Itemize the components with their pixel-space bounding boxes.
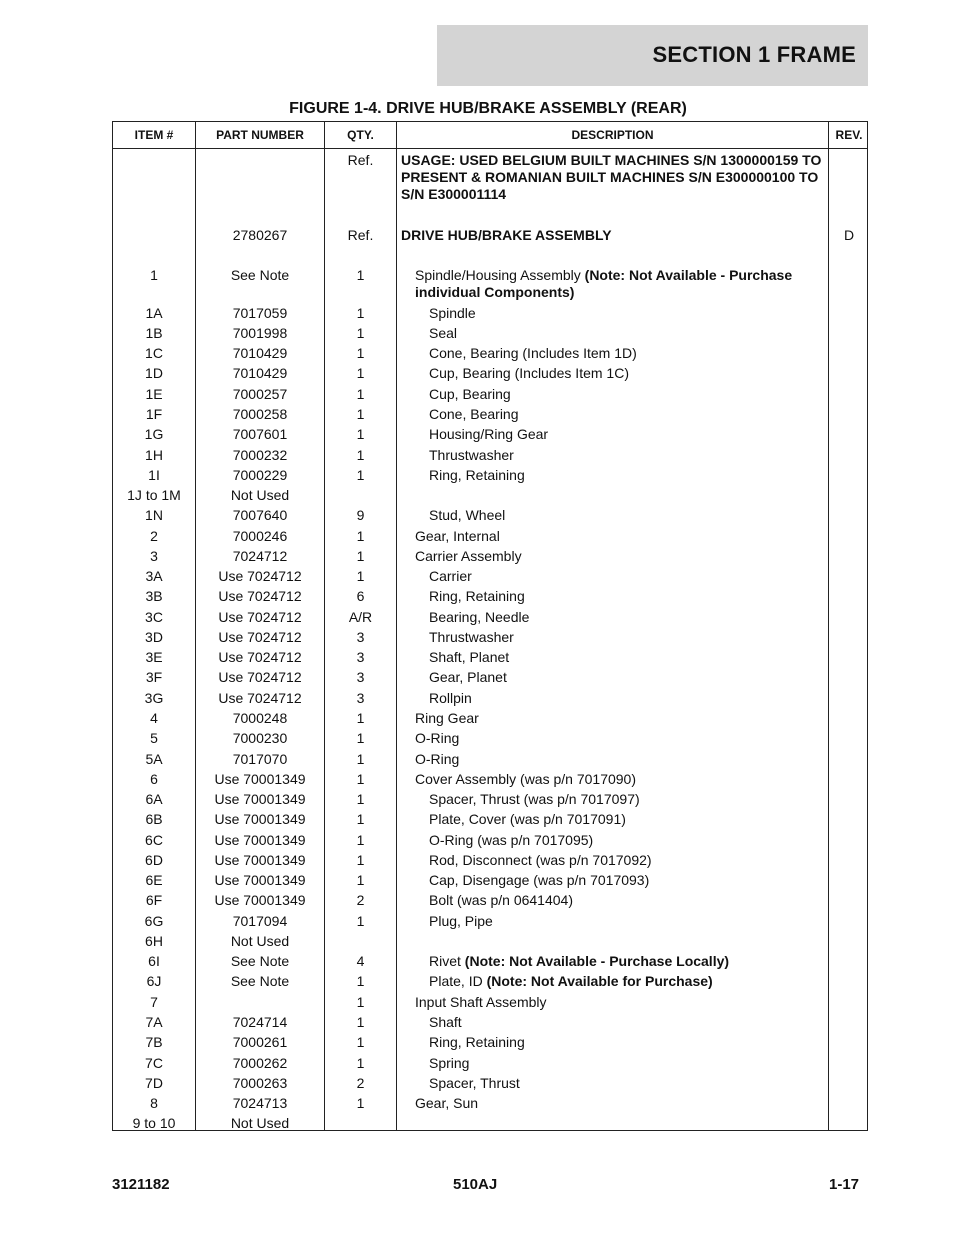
description-text: Cover Assembly (was p/n 7017090): [415, 771, 636, 787]
description: [397, 1075, 828, 1092]
description: [397, 305, 828, 322]
part-number: Use 7024712: [218, 609, 302, 625]
part-number: 7000232: [232, 447, 288, 463]
quantity: 1: [356, 305, 365, 321]
header-item: ITEM #: [134, 128, 174, 142]
part-number: Use 70001349: [214, 771, 306, 787]
quantity: 1: [356, 325, 365, 341]
part-number: 7000261: [232, 1034, 288, 1050]
description: [397, 649, 828, 666]
item-number: 6F: [145, 892, 163, 908]
description-text: Spacer, Thrust (was p/n 7017097): [429, 791, 640, 807]
description-text: Ring, Retaining: [429, 467, 525, 483]
part-number: See Note: [230, 973, 290, 989]
header-description: DESCRIPTION: [571, 128, 654, 142]
description: [397, 345, 828, 362]
description-text: Bearing, Needle: [429, 609, 530, 625]
description: [397, 152, 828, 203]
part-number: See Note: [230, 953, 290, 969]
item-number: 5A: [145, 751, 163, 767]
item-number: 3D: [145, 629, 163, 645]
quantity: 9: [356, 507, 365, 523]
description: [397, 507, 828, 524]
item-number: 6E: [145, 872, 163, 888]
item-number: 8: [150, 1095, 158, 1111]
quantity: 1: [356, 994, 365, 1010]
description: [397, 325, 828, 342]
description-text: Cone, Bearing (Includes Item 1D): [429, 345, 637, 361]
description-text: Seal: [429, 325, 458, 341]
part-number: 7000262: [232, 1055, 288, 1071]
part-number: 7017070: [232, 751, 288, 767]
description-text: Cap, Disengage (was p/n 7017093): [429, 872, 650, 888]
item-number: 7D: [145, 1075, 163, 1091]
part-number: 7007640: [232, 507, 288, 523]
description: [397, 872, 828, 889]
item-number: 3A: [145, 568, 163, 584]
description-text: Shaft, Planet: [429, 649, 510, 665]
quantity: 1: [356, 751, 365, 767]
quantity: 3: [356, 629, 365, 645]
part-number: Not Used: [230, 1115, 290, 1131]
quantity: 1: [356, 528, 365, 544]
part-number: Use 7024712: [218, 649, 302, 665]
item-number: 1G: [144, 426, 164, 442]
description: [397, 994, 828, 1011]
quantity: 1: [356, 406, 365, 422]
part-number: Use 70001349: [214, 791, 306, 807]
quantity: 1: [356, 267, 365, 283]
quantity: A/R: [348, 609, 373, 625]
description-text: Rod, Disconnect (was p/n 7017092): [429, 852, 652, 868]
description-note: (Note: Not Available for Purchase): [482, 973, 713, 989]
part-number: 7024712: [232, 548, 288, 564]
description: [397, 267, 828, 301]
description: [397, 771, 828, 788]
footer-doc-number: 3121182: [112, 1176, 170, 1193]
item-number: 6G: [144, 913, 164, 929]
description: [397, 710, 828, 727]
item-number: 1C: [145, 345, 163, 361]
description-text: Shaft: [429, 1014, 462, 1030]
item-number: 1D: [145, 365, 163, 381]
quantity: 3: [356, 690, 365, 706]
description-text: Bolt (was p/n 0641404): [429, 892, 573, 908]
item-number: 7B: [145, 1034, 163, 1050]
item-number: 7: [150, 994, 158, 1010]
description: [397, 892, 828, 909]
description-text: Plate, ID: [429, 973, 483, 989]
quantity: Ref.: [347, 152, 374, 168]
part-number: Use 7024712: [218, 690, 302, 706]
quantity: 1: [356, 1034, 365, 1050]
quantity: 1: [356, 811, 365, 827]
quantity: 1: [356, 345, 365, 361]
part-number: 7010429: [232, 345, 288, 361]
description: [397, 406, 828, 423]
item-number: 1A: [145, 305, 163, 321]
part-number: Use 70001349: [214, 872, 306, 888]
part-number: 2780267: [232, 227, 288, 243]
quantity: 1: [356, 365, 365, 381]
description: [397, 690, 828, 707]
footer-page-number: 1-17: [829, 1176, 860, 1193]
part-number: 7017059: [232, 305, 288, 321]
description-text: Spacer, Thrust: [429, 1075, 520, 1091]
description: [397, 609, 828, 626]
description-text: Plate, Cover (was p/n 7017091): [429, 811, 626, 827]
description: [397, 1055, 828, 1072]
part-number: 7000230: [232, 730, 288, 746]
quantity: 1: [356, 710, 365, 726]
part-number: Not Used: [230, 933, 290, 949]
part-number: See Note: [230, 267, 290, 283]
description: [397, 1014, 828, 1031]
item-number: 1: [150, 267, 158, 283]
description: [397, 1095, 828, 1112]
item-number: 6: [150, 771, 158, 787]
quantity: 1: [356, 1055, 365, 1071]
part-number: 7000246: [232, 528, 288, 544]
item-number: 1I: [148, 467, 160, 483]
description: [397, 629, 828, 646]
item-number: 9 to 10: [132, 1115, 176, 1131]
quantity: 1: [356, 973, 365, 989]
description: [397, 791, 828, 808]
item-number: 1N: [145, 507, 163, 523]
description-text: Rivet: [429, 953, 461, 969]
part-number: 7001998: [232, 325, 288, 341]
description-note: (Note: Not Available - Purchase individual Components): [415, 267, 793, 300]
description: [397, 528, 828, 545]
item-number: 6B: [145, 811, 163, 827]
item-number: 3C: [145, 609, 163, 625]
quantity: 3: [356, 669, 365, 685]
description: [397, 730, 828, 747]
revision: D: [843, 227, 855, 243]
description-text: Cup, Bearing: [429, 386, 511, 402]
item-number: 1J to 1M: [127, 487, 181, 503]
description-text: Ring, Retaining: [429, 588, 525, 604]
description-text: Cup, Bearing (Includes Item 1C): [429, 365, 629, 381]
description: [397, 751, 828, 768]
description-text: O-Ring: [415, 751, 460, 767]
item-number: 3G: [144, 690, 164, 706]
item-number: 7A: [145, 1014, 163, 1030]
quantity: 1: [356, 1014, 365, 1030]
item-number: 6H: [145, 933, 163, 949]
item-number: 6J: [146, 973, 162, 989]
item-number: 3: [150, 548, 158, 564]
description-text: Thrustwasher: [429, 447, 514, 463]
quantity: 1: [356, 832, 365, 848]
quantity: 2: [356, 1075, 365, 1091]
description: [397, 913, 828, 930]
quantity: 2: [356, 892, 365, 908]
description-text: O-Ring: [415, 730, 460, 746]
item-number: 3E: [145, 649, 163, 665]
item-number: 6D: [145, 852, 163, 868]
part-number: 7024714: [232, 1014, 288, 1030]
quantity: Ref.: [347, 227, 374, 243]
item-number: 5: [150, 730, 158, 746]
description: [397, 548, 828, 565]
description-text: Spindle/Housing Assembly: [415, 267, 581, 283]
description-text: Thrustwasher: [429, 629, 514, 645]
part-number: 7024713: [232, 1095, 288, 1111]
part-number: 7000229: [232, 467, 288, 483]
description-text: Gear, Planet: [429, 669, 507, 685]
description: [397, 365, 828, 382]
quantity: 1: [356, 467, 365, 483]
description-note: USAGE: USED BELGIUM BUILT MACHINES S/N 1300000159 TO PRESENT & ROMANIAN BUILT MACHINES S/N E300000100 TO S/N E300001114: [401, 152, 822, 202]
quantity: 1: [356, 447, 365, 463]
item-number: 3F: [145, 669, 163, 685]
quantity: 1: [356, 771, 365, 787]
description-text: Gear, Sun: [415, 1095, 479, 1111]
part-number: 7000248: [232, 710, 288, 726]
part-number: Use 70001349: [214, 811, 306, 827]
item-number: 1B: [145, 325, 163, 341]
section-title: SECTION 1 FRAME: [652, 42, 856, 67]
description-text: Plug, Pipe: [429, 913, 493, 929]
part-number: Not Used: [230, 487, 290, 503]
description: [397, 832, 828, 849]
quantity: 1: [356, 1095, 365, 1111]
quantity: 1: [356, 872, 365, 888]
description-text: Rollpin: [429, 690, 472, 706]
item-number: 7C: [145, 1055, 163, 1071]
description-text: Input Shaft Assembly: [415, 994, 547, 1010]
description: [397, 588, 828, 605]
part-number: Use 7024712: [218, 568, 302, 584]
description: [397, 447, 828, 464]
description-text: Spring: [429, 1055, 470, 1071]
quantity: 3: [356, 649, 365, 665]
description: [397, 852, 828, 869]
quantity: 1: [356, 791, 365, 807]
section-header: [437, 25, 868, 86]
part-number: 7017094: [232, 913, 288, 929]
quantity: 1: [356, 852, 365, 868]
item-number: 6I: [148, 953, 160, 969]
quantity: 1: [356, 548, 365, 564]
description-text: Carrier: [429, 568, 472, 584]
quantity: 6: [356, 588, 365, 604]
description: [397, 973, 828, 990]
description-text: Carrier Assembly: [415, 548, 522, 564]
part-number: 7007601: [232, 426, 288, 442]
item-number: 3B: [145, 588, 163, 604]
description-text: Gear, Internal: [415, 528, 500, 544]
table-body: [113, 149, 867, 1130]
description-text: Ring Gear: [415, 710, 479, 726]
description: [397, 953, 828, 970]
description-text: Ring, Retaining: [429, 1034, 525, 1050]
description-text: Stud, Wheel: [429, 507, 506, 523]
quantity: 1: [356, 568, 365, 584]
header-part-number: PART NUMBER: [216, 128, 304, 142]
item-number: 2: [150, 528, 158, 544]
figure-title: FIGURE 1-4. DRIVE HUB/BRAKE ASSEMBLY (REAR): [289, 100, 687, 117]
description-text: Housing/Ring Gear: [429, 426, 549, 442]
description: [397, 669, 828, 686]
part-number: 7010429: [232, 365, 288, 381]
part-number: Use 7024712: [218, 629, 302, 645]
table-header: [113, 122, 867, 149]
description: [397, 568, 828, 585]
quantity: 1: [356, 730, 365, 746]
item-number: 4: [150, 710, 158, 726]
description: [397, 386, 828, 403]
item-number: 1E: [145, 386, 163, 402]
item-number: 1F: [145, 406, 163, 422]
description-text: Spindle: [429, 305, 476, 321]
header-rev: REV.: [835, 128, 863, 142]
item-number: 6A: [145, 791, 163, 807]
part-number: 7000257: [232, 386, 288, 402]
part-number: Use 70001349: [214, 852, 306, 868]
quantity: 4: [356, 953, 365, 969]
description: [397, 426, 828, 443]
parts-table: [112, 121, 868, 1131]
part-number: 7000258: [232, 406, 288, 422]
quantity: 1: [356, 386, 365, 402]
description-note: (Note: Not Available - Purchase Locally): [460, 953, 730, 969]
footer-model: 510AJ: [453, 1176, 498, 1193]
part-number: Use 7024712: [218, 588, 302, 604]
part-number: Use 7024712: [218, 669, 302, 685]
part-number: 7000263: [232, 1075, 288, 1091]
part-number: Use 70001349: [214, 832, 306, 848]
item-number: 6C: [145, 832, 163, 848]
part-number: Use 70001349: [214, 892, 306, 908]
description-text: Cone, Bearing: [429, 406, 519, 422]
quantity: 1: [356, 426, 365, 442]
description: [397, 227, 828, 244]
description: [397, 467, 828, 484]
header-qty: QTY.: [347, 128, 374, 142]
quantity: 1: [356, 913, 365, 929]
description: [397, 1034, 828, 1051]
item-number: 1H: [145, 447, 163, 463]
description: [397, 811, 828, 828]
description-text: O-Ring (was p/n 7017095): [429, 832, 594, 848]
description-note: DRIVE HUB/BRAKE ASSEMBLY: [401, 227, 612, 243]
